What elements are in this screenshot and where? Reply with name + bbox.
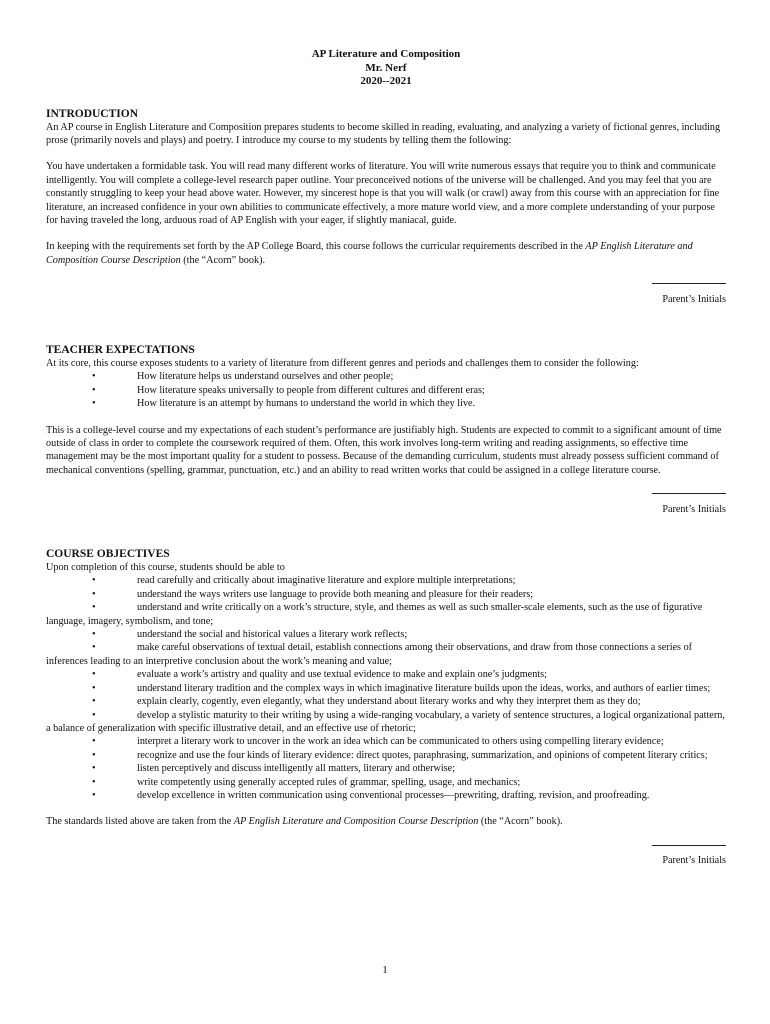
parent-initials-2 <box>46 489 726 516</box>
bullet-icon: • <box>92 682 96 694</box>
course-objectives-heading: COURSE OBJECTIVES <box>46 548 170 561</box>
bullet-icon: • <box>92 629 96 641</box>
bullet-icon: • <box>92 789 96 801</box>
list-item: • interpret a literary work to uncover in the work an idea which can be communicated to others using compelling literary evidence; <box>92 736 664 748</box>
teacher-expectations-paragraph: This is a college-level course and my expectations of each student’s performance are justifiably high. Students are expected to commit to a significant amount of time outside of class in order to complete the coursework required of them. Often, this work involves long-term writing and reading assignments, so effective time management may be the most important quality for a student to possess. Because of the demanding curriculum, students must already possess sufficient command of mechanical conventions (spelling, grammar, punctuation, etc.) and an ability to read written works that could be assigned in a college literature course. <box>46 424 722 476</box>
signature-line <box>652 493 726 498</box>
bullet-icon: • <box>92 709 96 721</box>
list-item: • How literature is an attempt by humans to understand the world in which they live. <box>92 398 476 410</box>
list-item: • recognize and use the four kinds of literary evidence: direct quotes, paraphrasing, summarization, and opinions of competent literary critics; <box>92 749 708 761</box>
list-item: • write competently using generally accepted rules of grammar, spelling, usage, and mechanics; <box>92 776 521 788</box>
introduction-paragraph-2: You have undertaken a formidable task. You will read many different works of literature. You will write numerous essays that require you to think and communicate intelligently. You will complete a college-level research paper outline. Your preconceived notions of the universe will be challenged. And you may feel that you are constantly struggling to keep your head above water. However, my sincerest hope is that you will walk (or crawl) away from this course with an appreciation for fine literature, an increased confidence in your own abilities to communicate effectively, a more mature world view, and a more complete understanding of your purpose for having traveled the long, arduous road of AP English with your eager, if slightly maniacal, guide. <box>46 161 720 226</box>
parent-initials-1 <box>46 279 726 306</box>
introduction-heading: INTRODUCTION <box>46 107 139 120</box>
bullet-icon: • <box>92 371 96 383</box>
list-item: • evaluate a work’s artistry and quality and use textual evidence to make and explain one’s judgments; <box>92 669 547 681</box>
school-year: 2020--2021 <box>360 75 412 87</box>
bullet-icon: • <box>92 398 96 410</box>
list-item: • develop excellence in written communication using conventional processes—prewriting, drafting, revision, and proofreading. <box>92 789 650 801</box>
parent-initials-label: Parent’s Initials <box>662 503 726 515</box>
bullet-icon: • <box>92 642 96 654</box>
list-item: • read carefully and critically about imaginative literature and explore multiple interpretations; <box>92 575 516 587</box>
bullet-icon: • <box>92 669 96 681</box>
page-number: 1 <box>382 964 388 976</box>
bullet-icon: • <box>92 749 96 761</box>
list-item: • How literature helps us understand ourselves and other people; <box>92 371 394 383</box>
bullet-icon: • <box>92 696 96 708</box>
list-item: • understand the ways writers use language to provide both meaning and pleasure for their readers; <box>92 588 534 600</box>
bullet-icon: • <box>92 575 96 587</box>
signature-line <box>652 845 726 850</box>
document-page <box>46 48 726 868</box>
bullet-icon: • <box>92 763 96 775</box>
parent-initials-3 <box>46 841 726 868</box>
list-item: • make careful observations of textual detail, establish connections among their observations, and draw from those connections a series of inferences leading to an interpretive conclusion about the work’s meaning and value; <box>46 642 693 667</box>
course-objectives-lead: Upon completion of this course, students should be able to <box>46 562 285 574</box>
bullet-icon: • <box>92 602 96 614</box>
introduction-paragraph-1: An AP course in English Literature and Composition prepares students to become skilled in reading, evaluating, and analyzing a variety of fictional genres, including prose (primarily novels and plays) and poetry. I introduce my course to my students by telling them the following: <box>46 121 721 146</box>
bullet-icon: • <box>92 588 96 600</box>
signature-line <box>652 283 726 288</box>
teacher-name: Mr. Nerf <box>365 61 407 74</box>
list-item: • understand the social and historical values a literary work reflects; <box>92 629 408 641</box>
list-item: • understand and write critically on a work’s structure, style, and themes as well as such smaller-scale elements, such as the use of figurative language, imagery, symbolism, and tone; <box>46 602 703 627</box>
parent-initials-label: Parent’s Initials <box>662 855 726 867</box>
teacher-expectations-lead: At its core, this course exposes students to a variety of literature from different genres and periods and challenges them to consider the following: <box>46 357 639 369</box>
parent-initials-label: Parent’s Initials <box>662 293 726 305</box>
list-item: • listen perceptively and discuss intelligently all matters, literary and otherwise; <box>92 763 455 775</box>
bullet-icon: • <box>92 776 96 788</box>
introduction-paragraph-3: In keeping with the requirements set forth by the AP College Board, this course follows the curricular requirements described in the AP English Literature and Composition Course Description (the “Acorn” book). <box>46 241 693 266</box>
list-item: • How literature speaks universally to people from different cultures and different eras; <box>92 384 485 396</box>
course-objectives-list <box>46 574 726 802</box>
teacher-expectations-list <box>46 370 726 410</box>
list-item: • develop a stylistic maturity to their writing by using a wide-ranging vocabulary, a variety of sentence structures, a logical organizational pattern, a balance of generalization with specific illustrative detail, and an effective use of rhetoric; <box>46 709 725 734</box>
document-title: AP Literature and Composition <box>311 48 461 60</box>
teacher-expectations-heading: TEACHER EXPECTATIONS <box>46 343 195 356</box>
course-objectives-source: The standards listed above are taken from the AP English Literature and Composition Course Description (the “Acorn” book). <box>46 816 563 828</box>
bullet-icon: • <box>92 384 96 396</box>
list-item: • understand literary tradition and the complex ways in which imaginative literature builds upon the ideas, works, and authors of earlier times; <box>92 682 711 694</box>
list-item: • explain clearly, cogently, even elegantly, what they understand about literary works and why they interpret them as they do; <box>92 696 641 708</box>
bullet-icon: • <box>92 736 96 748</box>
